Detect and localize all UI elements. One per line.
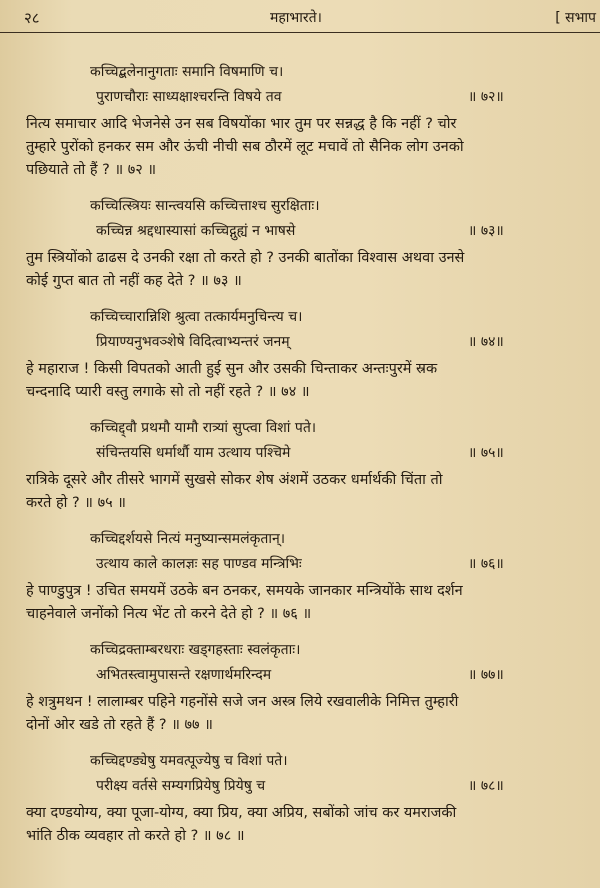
sanskrit-verse xyxy=(0,527,600,577)
verse-number: ॥ ७६॥ xyxy=(468,556,504,572)
verse-line-1: कच्चिद्दर्शयसे नित्यं मनुष्यान्समलंकृतान्। xyxy=(90,531,286,547)
translation-line-1: तुम स्त्रियोंको ढाढस दे उनकी रक्षा तो करते हो ? उनकी बातोंका विश्वास अथवा उनसे xyxy=(26,250,465,266)
sanskrit-verse xyxy=(0,305,600,355)
verse-number: ॥ ७८॥ xyxy=(468,778,504,794)
hindi-translation xyxy=(0,113,600,182)
page-number: २८ xyxy=(24,9,40,27)
translation-line-1: क्या दण्डयोग्य, क्या पूजा-योग्य, क्या प्रिय, क्या अप्रिय, सबोंको जांच कर यमराजकी xyxy=(26,805,457,821)
verse-number: ॥ ७७॥ xyxy=(468,667,504,683)
verse-block-74 xyxy=(0,305,600,404)
sanskrit-verse xyxy=(0,638,600,688)
verse-line-2: प्रियाण्यनुभवञ्शेषे विदित्वाभ्यन्तरं जनम् ॥ ७४॥ xyxy=(90,330,600,355)
page-body xyxy=(0,60,600,860)
verse-block-73 xyxy=(0,194,600,293)
verse-line-1: कच्चिद्बलेनानुगताः समानि विषमाणि च। xyxy=(90,64,284,80)
hindi-translation xyxy=(0,469,600,515)
verse-line-1: कच्चित्स्त्रियः सान्त्वयसि कच्चित्ताश्च सुरक्षिताः। xyxy=(90,198,320,214)
verse-number: ॥ ७५॥ xyxy=(468,445,504,461)
translation-line-1: नित्य समाचार आदि भेजनेसे उन सब विषयोंका भार तुम पर सन्नद्ध है कि नहीं ? चोर xyxy=(26,116,457,132)
translation-line-2: चन्दनादि प्यारी वस्तु लगाके सो तो नहीं रहते ? ॥ ७४ ॥ xyxy=(26,384,310,400)
translation-line-1: रात्रिके दूसरे और तीसरे भागमें सुखसे सोकर शेष अंशमें उठकर धर्मार्थकी चिंता तो xyxy=(26,472,443,488)
verse-line-2: पुराणचौराः साध्यक्षाश्चरन्ति विषये तव ॥ ७२॥ xyxy=(90,85,600,110)
hindi-translation xyxy=(0,580,600,626)
verse-line-2: उत्थाय काले कालज्ञः सह पाण्डव मन्त्रिभिः ॥ ७६॥ xyxy=(90,552,600,577)
verse-line-1: कच्चिद्द्वौ प्रथमौ यामौ रात्र्यां सुप्त्वा विशां पते। xyxy=(90,420,317,436)
translation-line-2: भांति ठीक व्यवहार तो करते हो ? ॥ ७८ ॥ xyxy=(26,828,245,844)
hindi-translation xyxy=(0,802,600,848)
sanskrit-verse xyxy=(0,416,600,466)
translation-line-1: हे पाण्डुपुत्र ! उचित समयमें उठके बन ठनकर, समयके जानकार मन्त्रियोंके साथ दर्शन xyxy=(26,583,463,599)
running-title: महाभारते। xyxy=(270,10,322,26)
verse-line-1: कच्चिच्चारान्निशि श्रुत्वा तत्कार्यमनुचिन्त्य च। xyxy=(90,309,303,325)
translation-line-1: हे महाराज ! किसी विपतको आती हुई सुन और उसकी चिन्ताकर अन्तःपुरमें स्रक xyxy=(26,361,438,377)
verse-line-1: कच्चिद्रक्ताम्बरधराः खड्गहस्ताः स्वलंकृताः। xyxy=(90,642,301,658)
section-title: [ सभाप xyxy=(555,10,596,26)
translation-line-2: चाहनेवाले जनोंको नित्य भेंट तो करने देते हो ? ॥ ७६ ॥ xyxy=(26,606,312,622)
translation-line-2: करते हो ? ॥ ७५ ॥ xyxy=(26,495,126,511)
sanskrit-verse xyxy=(0,749,600,799)
page-header xyxy=(0,6,600,33)
verse-line-1: कच्चिद्दण्ड्येषु यमवत्पूज्येषु च विशां पते। xyxy=(90,753,288,769)
translation-line-1: हे शत्रुमथन ! लालाम्बर पहिने गहनोंसे सजे जन अस्त्र लिये रखवालीके निमित्त तुम्हारी xyxy=(26,694,459,710)
verse-block-78 xyxy=(0,749,600,848)
translation-line-2: कोई गुप्त बात तो नहीं कह देते ? ॥ ७३ ॥ xyxy=(26,273,242,289)
verse-number: ॥ ७३॥ xyxy=(468,223,504,239)
sanskrit-verse xyxy=(0,194,600,244)
translation-line-2: दोनों ओर खडे तो रहते हैं ? ॥ ७७ ॥ xyxy=(26,717,213,733)
verse-number: ॥ ७२॥ xyxy=(468,89,504,105)
hindi-translation xyxy=(0,358,600,404)
sanskrit-verse xyxy=(0,60,600,110)
verse-line-2: कच्चिन्न श्रद्दधास्यासां कच्चिद्गुह्यं न भाषसे ॥ ७३॥ xyxy=(90,219,600,244)
verse-block-75 xyxy=(0,416,600,515)
hindi-translation xyxy=(0,691,600,737)
verse-line-2: अभितस्त्वामुपासन्ते रक्षणार्थमरिन्दम ॥ ७७॥ xyxy=(90,663,600,688)
verse-block-76 xyxy=(0,527,600,626)
verse-number: ॥ ७४॥ xyxy=(468,334,504,350)
translation-line-2: तुम्हारे पुरोंको हनकर सम और ऊंची नीची सब ठौरमें लूट मचावें तो सैनिक लोग उनको xyxy=(26,139,464,155)
verse-block-72 xyxy=(0,60,600,182)
translation-line-3: पछियाते तो हैं ? ॥ ७२ ॥ xyxy=(26,162,157,178)
hindi-translation xyxy=(0,247,600,293)
verse-line-2: परीक्ष्य वर्तसे सम्यगप्रियेषु प्रियेषु च ॥ ७८॥ xyxy=(90,774,600,799)
verse-block-77 xyxy=(0,638,600,737)
verse-line-2: संचिन्तयसि धर्मार्थौ याम उत्थाय पश्चिमे ॥ ७५॥ xyxy=(90,441,600,466)
